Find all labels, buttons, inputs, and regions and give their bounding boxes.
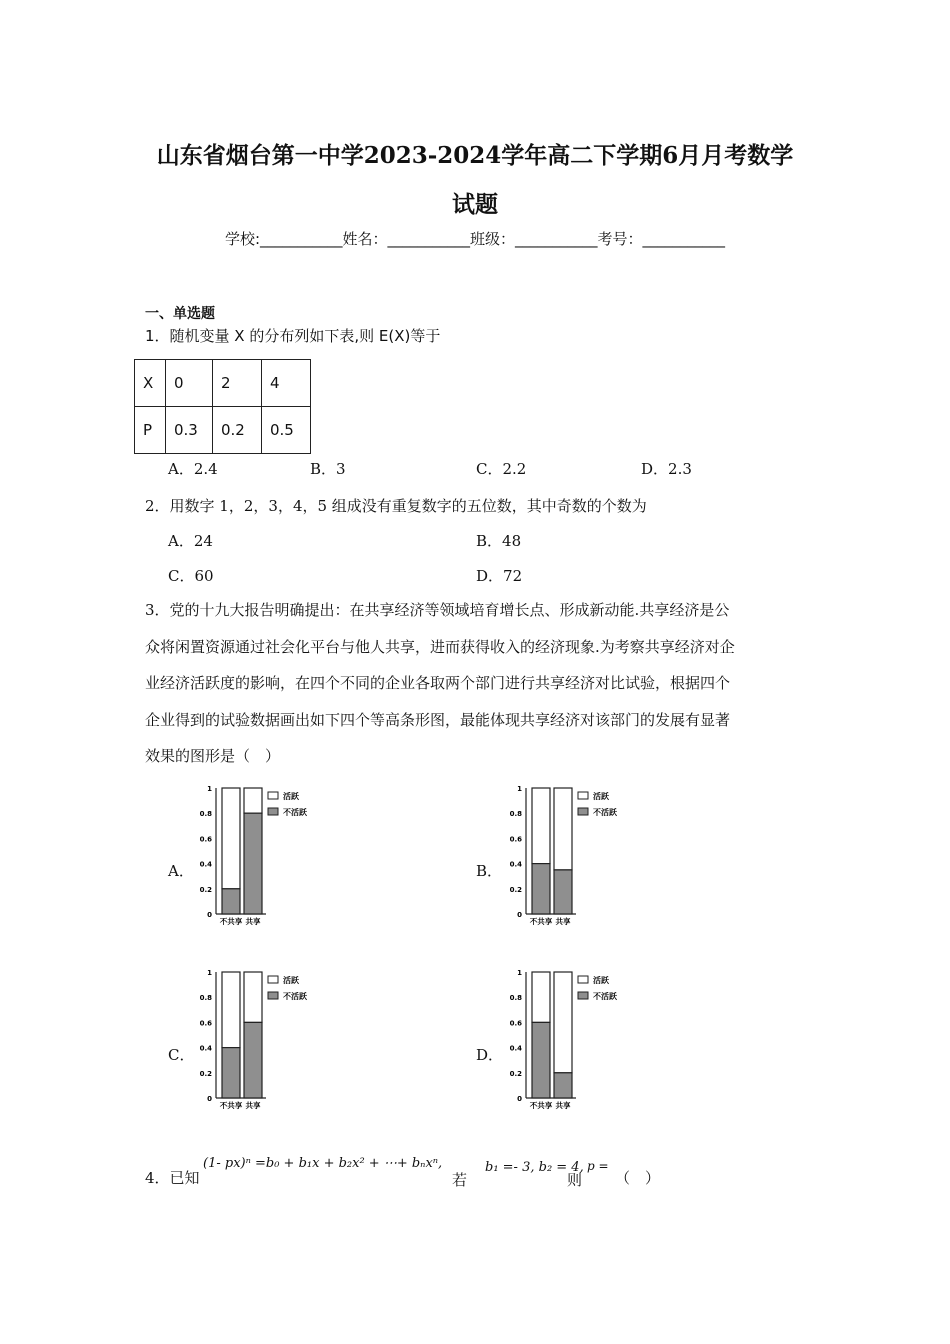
bar-active [222, 972, 240, 1048]
q3-option-c[interactable]: C． [168, 1046, 195, 1064]
table-row [135, 360, 311, 407]
x-tick-label: 不共享 [219, 917, 243, 926]
table-cell: P [135, 407, 166, 454]
q4-then: 则 [567, 1171, 583, 1189]
y-tick-label: 0.4 [199, 860, 212, 869]
y-tick-label: 0 [207, 911, 212, 919]
y-tick-label: 0 [207, 1095, 212, 1103]
chart-a [196, 778, 326, 934]
y-tick-label: 0.8 [199, 810, 212, 819]
q1-distribution-table [134, 359, 311, 454]
q2-option-b[interactable]: B．48 [476, 532, 522, 550]
bar-inactive [532, 864, 550, 914]
q1-stem: 1．随机变量 X 的分布列如下表,则 E(X)等于 [145, 327, 441, 345]
chart-c [196, 962, 326, 1118]
bar-inactive [244, 813, 262, 914]
bar-active [222, 788, 240, 889]
y-tick-label: 0.2 [509, 1069, 522, 1078]
q1-option-a[interactable]: A．2.4 [168, 460, 218, 478]
q2-option-a[interactable]: A．24 [168, 532, 213, 550]
table-cell: 4 [262, 360, 311, 407]
bar-active [554, 788, 572, 870]
table-cell: 2 [213, 360, 262, 407]
legend-swatch-inactive [268, 808, 278, 815]
y-tick-label: 0.6 [199, 1019, 212, 1028]
q3-line: 业经济活跃度的影响，在四个不同的企业各取两个部门进行共享经济对比试验，根据四个 [145, 674, 731, 692]
page-title-line2: 试题 [452, 191, 498, 218]
y-tick-label: 1 [517, 969, 522, 977]
x-tick-label: 共享 [245, 917, 261, 926]
q1-option-d[interactable]: D．2.3 [641, 460, 692, 478]
y-tick-label: 0.4 [509, 1044, 522, 1053]
legend-swatch-inactive [578, 992, 588, 999]
table-cell: 0.5 [262, 407, 311, 454]
q4-paren: （ ） [615, 1169, 661, 1187]
bar-inactive [554, 1073, 572, 1098]
y-tick-label: 1 [207, 785, 212, 793]
q4-mid: 若 [452, 1171, 468, 1189]
q3-line: 企业得到的试验数据画出如下四个等高条形图，最能体现共享经济对该部门的发展有显著 [145, 710, 731, 729]
q4-formula: (1- px)ⁿ =b₀ + b₁x + b₂x² + ⋯+ bₙxⁿ, [203, 1156, 443, 1171]
x-tick-label: 不共享 [219, 1101, 243, 1110]
chart-d [506, 962, 636, 1118]
legend-swatch-active [268, 792, 278, 799]
bar-active [532, 972, 550, 1022]
q3-option-b[interactable]: B． [476, 862, 503, 880]
q1-option-c[interactable]: C．2.2 [476, 460, 527, 478]
bar-inactive [222, 1048, 240, 1098]
legend-label-inactive: 不活跃 [283, 808, 307, 817]
y-tick-label: 0.6 [509, 1019, 522, 1028]
x-tick-label: 共享 [245, 1101, 261, 1110]
q4-condition: b₁ =- 3, b₂ = 4, [485, 1160, 584, 1175]
q3-line: 众将闲置资源通过社会化平台与他人共享，进而获得收入的经济现象.为考察共享经济对企 [145, 637, 735, 656]
x-tick-label: 共享 [555, 1101, 571, 1110]
legend-swatch-inactive [578, 808, 588, 815]
student-info-line: 学校:___________姓名：___________班级：___________考号：___________ [224, 230, 726, 248]
legend-swatch-active [578, 976, 588, 983]
y-tick-label: 1 [517, 785, 522, 793]
y-tick-label: 0.8 [509, 994, 522, 1003]
q3-stem [145, 592, 805, 775]
table-cell: 0.2 [213, 407, 262, 454]
section-heading: 一、单选题 [145, 306, 215, 322]
legend-swatch-inactive [268, 992, 278, 999]
y-tick-label: 0.2 [199, 1069, 212, 1078]
legend-label-inactive: 不活跃 [593, 808, 617, 817]
legend-label-inactive: 不活跃 [283, 992, 307, 1001]
q3-line: 效果的图形是（ ） [145, 747, 281, 765]
legend-swatch-active [268, 976, 278, 983]
legend-label-inactive: 不活跃 [593, 992, 617, 1001]
q2-stem: 2．用数字 1，2，3，4，5 组成没有重复数字的五位数，其中奇数的个数为 [145, 497, 647, 515]
q3-option-d[interactable]: D． [476, 1046, 504, 1064]
y-tick-label: 0.2 [509, 885, 522, 894]
y-tick-label: 0.8 [509, 810, 522, 819]
y-tick-label: 0.4 [199, 1044, 212, 1053]
q4-ask: p = [587, 1159, 609, 1173]
y-tick-label: 0.8 [199, 994, 212, 1003]
y-tick-label: 0 [517, 911, 522, 919]
bar-inactive [532, 1022, 550, 1098]
legend-swatch-active [578, 792, 588, 799]
q4-prefix: 4．已知 [145, 1169, 200, 1187]
y-tick-label: 0 [517, 1095, 522, 1103]
y-tick-label: 1 [207, 969, 212, 977]
legend-label-active: 活跃 [593, 976, 609, 985]
legend-label-active: 活跃 [283, 976, 299, 985]
q2-option-c[interactable]: C．60 [168, 567, 214, 585]
page-title-line1: 山东省烟台第一中学2023-2024学年高二下学期6月月考数学 [156, 142, 794, 169]
bar-inactive [222, 889, 240, 914]
table-row [135, 407, 311, 454]
x-tick-label: 不共享 [529, 917, 553, 926]
y-tick-label: 0.6 [199, 835, 212, 844]
q1-option-b[interactable]: B．3 [310, 460, 346, 478]
y-tick-label: 0.6 [509, 835, 522, 844]
q2-option-d[interactable]: D．72 [476, 567, 523, 585]
chart-b [506, 778, 636, 934]
table-cell: 0 [166, 360, 213, 407]
bar-inactive [244, 1022, 262, 1098]
x-tick-label: 不共享 [529, 1101, 553, 1110]
q3-option-a[interactable]: A． [168, 862, 194, 880]
q3-line: 3．党的十九大报告明确提出：在共享经济等领域培育增长点、形成新动能.共享经济是公 [145, 601, 730, 619]
bar-active [554, 972, 572, 1073]
table-cell: 0.3 [166, 407, 213, 454]
bar-active [244, 972, 262, 1022]
y-tick-label: 0.2 [199, 885, 212, 894]
bar-active [532, 788, 550, 864]
table-cell: X [135, 360, 166, 407]
bar-active [244, 788, 262, 813]
y-tick-label: 0.4 [509, 860, 522, 869]
bar-inactive [554, 870, 572, 914]
legend-label-active: 活跃 [593, 792, 609, 801]
legend-label-active: 活跃 [283, 792, 299, 801]
x-tick-label: 共享 [555, 917, 571, 926]
